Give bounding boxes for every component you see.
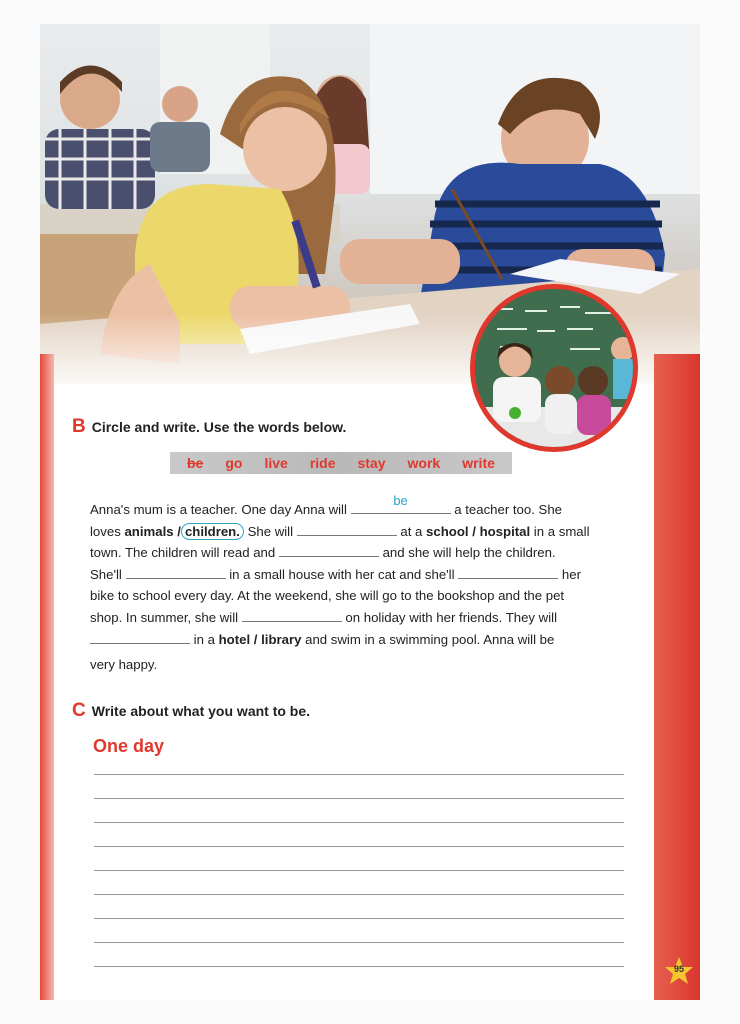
section-b-letter: B xyxy=(72,416,86,437)
text-line: at a xyxy=(400,523,423,539)
text-line: She'll xyxy=(90,566,122,582)
answer-blank[interactable] xyxy=(279,543,379,557)
word-bank-item: be xyxy=(187,455,204,471)
workbook-page xyxy=(40,24,700,1000)
writing-line[interactable] xyxy=(94,918,624,919)
page-number-badge xyxy=(664,956,694,986)
choice-option[interactable]: library xyxy=(261,631,302,647)
word-bank-item: go xyxy=(225,455,243,471)
section-b-heading xyxy=(72,416,346,438)
section-c-letter: C xyxy=(72,700,86,721)
writing-line[interactable] xyxy=(94,798,624,799)
answer-blank[interactable] xyxy=(242,608,342,622)
text-line: Anna's mum is a teacher. One day Anna will xyxy=(90,502,347,517)
choice-option-circled[interactable]: children. xyxy=(181,523,244,540)
text-line: in a xyxy=(193,631,215,647)
word-bank-item: write xyxy=(462,455,495,471)
answer-blank[interactable] xyxy=(126,565,226,579)
word-bank-item: ride xyxy=(309,455,336,471)
answer-blank[interactable] xyxy=(351,493,451,514)
word-bank-item: stay xyxy=(357,455,386,471)
page-edge-decoration xyxy=(40,354,54,1000)
writing-prompt-start: One day xyxy=(93,736,165,756)
choice-separator: / xyxy=(253,631,258,647)
text-line: her xyxy=(561,566,581,582)
choice-separator: / xyxy=(177,523,181,539)
choice-option[interactable]: hotel xyxy=(218,631,251,647)
text-line: shop. In summer, she will xyxy=(90,609,239,625)
choice-separator: / xyxy=(472,523,476,539)
text-line: and swim in a swimming pool. Anna will be xyxy=(305,631,555,647)
text-line: bike to school every day. At the weekend, she will go to the bookshop and the pet xyxy=(90,588,565,604)
word-bank-item: work xyxy=(407,455,441,471)
section-b-instruction: Circle and write. Use the words below. xyxy=(91,419,347,435)
writing-line[interactable] xyxy=(94,846,624,847)
section-c-heading xyxy=(72,700,310,722)
choice-option[interactable]: school xyxy=(426,523,469,539)
filled-answer: be xyxy=(393,493,408,509)
writing-line[interactable] xyxy=(94,966,624,967)
writing-line[interactable] xyxy=(94,870,624,871)
text-line: in a small xyxy=(533,523,590,539)
writing-line[interactable] xyxy=(94,894,624,895)
text-line: a teacher too. She xyxy=(454,502,563,517)
word-bank-item: live xyxy=(264,455,288,471)
teacher-illustration xyxy=(475,289,633,447)
choice-option[interactable]: animals xyxy=(124,523,174,539)
section-c-instruction: Write about what you want to be. xyxy=(91,703,311,719)
writing-line[interactable] xyxy=(94,822,624,823)
text-line: town. The children will read and xyxy=(90,545,276,561)
writing-line[interactable] xyxy=(94,774,624,775)
teacher-inset-photo xyxy=(470,284,638,452)
text-line: and she will help the children. xyxy=(382,545,556,561)
writing-line[interactable] xyxy=(94,942,624,943)
text-line: in a small house with her cat and she'll xyxy=(229,566,455,582)
answer-blank[interactable] xyxy=(458,565,558,579)
side-color-bar xyxy=(654,354,700,1000)
exercise-paragraph xyxy=(90,493,650,676)
text-line: on holiday with her friends. They will xyxy=(345,609,557,625)
text-line: She will xyxy=(247,523,294,539)
page-number: 95 xyxy=(673,964,684,974)
choice-option[interactable]: hospital xyxy=(479,523,531,539)
text-line: loves xyxy=(90,523,121,539)
word-bank xyxy=(170,452,512,474)
text-line: very happy. xyxy=(90,657,158,673)
answer-blank[interactable] xyxy=(90,630,190,644)
answer-blank[interactable] xyxy=(297,522,397,536)
